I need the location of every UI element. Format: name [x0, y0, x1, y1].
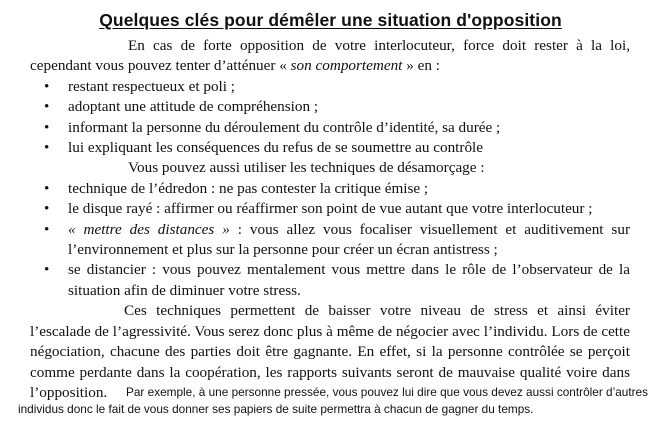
- list-item-text: : vous allez vous focaliser visuellement et auditivement sur l’environnement et plus sur la personne pour créer un écran antistress ;: [68, 220, 630, 259]
- list-item-text: adoptant une attitude de compréhension ;: [68, 98, 319, 116]
- conclusion-paragraph: Ces techniques permettent de baisser votre niveau de stress et ainsi éviter l’escalade de l’agressivité. Vous serez donc plus à même de négocier avec l’individu. Lors de cette négociation, chacune des parties doit être gagnante. En effet, si la personne contrôlée se perçoit comme perdante dans la coopération, les rapports suivants seront de mauvaise qualité voire dans l’opposition.: [30, 302, 630, 401]
- bullet-icon: •: [44, 261, 50, 279]
- list-item: [30, 97, 630, 117]
- bullet-icon: •: [44, 139, 50, 157]
- list-item-text: se distancier : vous pouvez mentalement vous mettre dans le rôle de l’observateur de la situation afin de diminuer votre stress.: [68, 261, 630, 299]
- list-item: [30, 179, 630, 199]
- list-item-text: restant respectueux et poli ;: [68, 77, 236, 95]
- list-item: [30, 138, 630, 158]
- techniques-list: [30, 179, 630, 301]
- intro-text-end: » en :: [402, 57, 440, 75]
- bullet-icon: •: [44, 179, 50, 197]
- bullet-icon: •: [44, 200, 50, 218]
- list-item: [30, 77, 630, 97]
- list-item-emphasis: « mettre des distances »: [68, 220, 230, 238]
- bullet-icon: •: [44, 98, 50, 116]
- example-note: [18, 384, 648, 418]
- intro-text-start: En cas de forte opposition de votre interlocuteur, force doit rester à la loi, cependant vous pouvez tenter d’atténuer «: [30, 37, 630, 75]
- page-title: Quelques clés pour démêler une situation d'opposition: [99, 10, 562, 30]
- intro-emphasis: son comportement: [290, 57, 403, 75]
- attitude-list: [30, 77, 630, 159]
- list-item-text: le disque rayé : affirmer ou réaffirmer son point de vue autant que votre interlocuteur ;: [68, 200, 593, 218]
- document-body: [30, 36, 630, 403]
- list-item: [30, 220, 630, 261]
- bullet-icon: •: [44, 220, 50, 238]
- example-text: Par exemple, à une personne pressée, vous pouvez lui dire que vous devez aussi contrôler d’autres individus donc le fait de vous donner ses papiers de suite permettra à chacun de gagner du temps.: [18, 385, 648, 416]
- list-item: [30, 118, 630, 138]
- list-item-text: informant la personne du déroulement du contrôle d’identité, sa durée ;: [68, 118, 501, 136]
- list-item: [30, 260, 630, 301]
- bullet-icon: •: [44, 77, 50, 95]
- list-item-text: lui expliquant les conséquences du refus de se soumettre au contrôle: [68, 139, 483, 157]
- intro-paragraph: [30, 36, 630, 77]
- techniques-intro: Vous pouvez aussi utiliser les techniques de désamorçage :: [128, 159, 485, 177]
- bullet-icon: •: [44, 118, 50, 136]
- list-item-text: technique de l’édredon : ne pas contester la critique émise ;: [68, 179, 429, 197]
- list-item: [30, 199, 630, 219]
